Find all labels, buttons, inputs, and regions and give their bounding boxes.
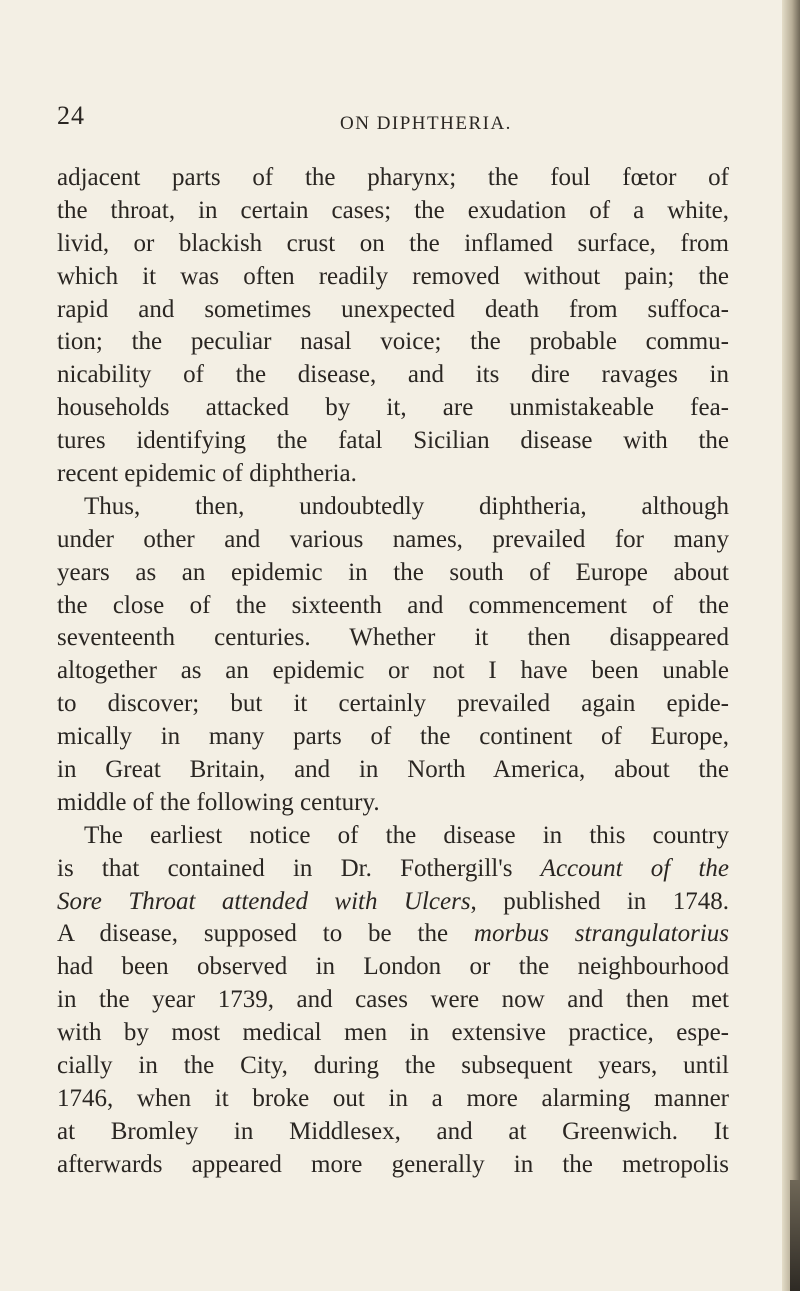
body-text: [57, 162, 729, 1182]
text-line: had been observed in London or the neighbourhood: [57, 953, 729, 981]
text-roman: is that contained in Dr. Fothergill's: [57, 854, 541, 882]
text-line: at Bromley in Middlesex, and at Greenwich. It: [57, 1117, 729, 1145]
text-line: nicability of the disease, and its dire ravages in: [57, 361, 729, 389]
text-line: tion; the peculiar nasal voice; the probable commu-: [57, 328, 729, 356]
page-edge-dark: [790, 1180, 800, 1291]
text-line: livid, or blackish crust on the inflamed surface, from: [57, 229, 729, 257]
text-line: rapid and sometimes unexpected death from suffoca-: [57, 295, 729, 323]
text-line: middle of the following century.: [57, 788, 380, 816]
text-line: altogether as an epidemic or not I have been unable: [57, 657, 729, 685]
text-line: the close of the sixteenth and commencement of the: [57, 591, 729, 619]
text-line: mically in many parts of the continent of Europe,: [57, 723, 729, 751]
text-roman: A disease, supposed to be the: [57, 920, 474, 948]
page-number: 24: [57, 101, 85, 130]
text-line: [57, 886, 729, 919]
text-line: recent epidemic of diphtheria.: [57, 460, 357, 488]
text-line: which it was often readily removed without pain; the: [57, 262, 729, 290]
text-line: households attacked by it, are unmistakeable fea-: [57, 394, 729, 422]
text-italic-title: Sore Throat attended with Ulcers: [57, 887, 471, 915]
text-italic-term: morbus strangulatorius: [473, 920, 729, 948]
text-line: adjacent parts of the pharynx; the foul fœtor of: [57, 164, 729, 191]
text-line: afterwards appeared more generally in the metropolis: [57, 1150, 729, 1178]
text-line: [57, 853, 729, 886]
text-line: in the year 1739, and cases were now and then met: [57, 986, 729, 1014]
text-italic-title: Account of the: [540, 854, 729, 882]
page-header: [0, 103, 800, 143]
text-line: cially in the City, during the subsequent years, until: [57, 1052, 729, 1080]
text-line: the throat, in certain cases; the exudation of a white,: [57, 196, 729, 224]
text-line: [57, 918, 729, 951]
running-head: ON DIPHTHERIA.: [340, 113, 512, 134]
page-edge-shadow: [782, 0, 800, 1291]
text-line: with by most medical men in extensive practice, espe-: [57, 1019, 729, 1047]
text-line: under other and various names, prevailed for many: [57, 525, 729, 553]
text-line: seventeenth centuries. Whether it then disappeared: [57, 624, 729, 652]
text-roman: , published in 1748.: [470, 887, 729, 915]
text-line: years as an epidemic in the south of Europe about: [57, 558, 729, 586]
text-line: tures identifying the fatal Sicilian disease with the: [57, 427, 729, 455]
text-line: 1746, when it broke out in a more alarming manner: [57, 1084, 729, 1112]
text-line: to discover; but it certainly prevailed again epide-: [57, 690, 729, 718]
text-line: The earliest notice of the disease in this country: [84, 821, 729, 849]
text-line: Thus, then, undoubtedly diphtheria, although: [84, 492, 729, 520]
text-line: in Great Britain, and in North America, about the: [57, 756, 729, 784]
